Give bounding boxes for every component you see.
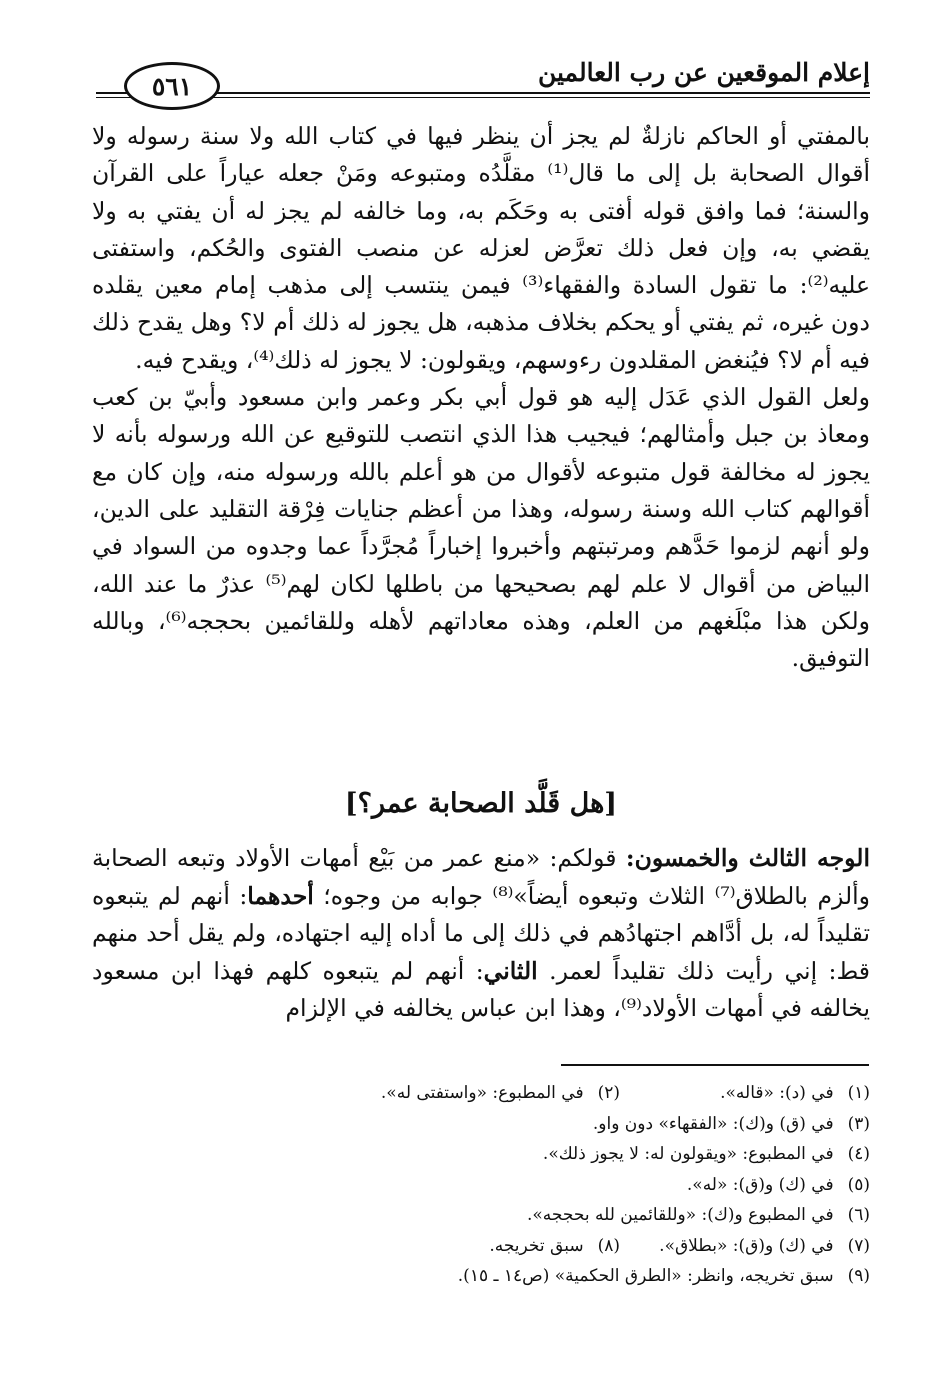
paragraph-3-text-c: : أنهم لم يتبعوه كلهم فهذا ابن مسعود يخالفه في أمهات الأولاد⁽⁹⁾، وهذا ابن عباس يخالفه في الإلزام (92, 956, 870, 1022)
paragraph-3-text-a: قولكم: «منع عمر من بَيْع أمهات الأولاد وتبعه الصحابة وألزم بالطلاق⁽⁷⁾ الثلاث وتبعوه أيضاً»⁽⁸⁾ جوابه من وجوه؛ (92, 844, 870, 910)
footnote-row (200, 1261, 870, 1292)
footnote-row (200, 1139, 870, 1170)
section-heading: [هل قَلَّد الصحابة عمر؟] (344, 788, 618, 819)
paragraph-2: ولعل القول الذي عَدَل إليه هو قول أبي بكر وعمر وابن مسعود وأبيّ بن كعب ومعاذ بن جبل وأمثالهم؛ فيجيب هذا الذي انتصب للتوقيع عن الله ورسوله بأنه لا يجوز له مخالفة قول متبوعه لأقوال من هو أعلم بالله ورسوله منه، وإن كان مع أقوالهم كتاب الله وسنة رسوله، وهذا من أعظم جنايات فِرْقة التقليد على الدين، ولو أنهم لزموا حَدَّهم ومرتبتهم وأخبروا إخباراً مُجرَّداً عما وجدوه من السواد في البياض من أقوال لا علم لهم بصحيحها من باطلها لكان لهم⁽⁵⁾ عذرٌ ما عند الله، ولكن هذا مبْلَغهم من العلم، وهذه معاداتهم لأهله وللقائمين بحججه⁽⁶⁾، وبالله التوفيق. (92, 383, 871, 673)
footnote-row (200, 1170, 870, 1201)
footnote-row (200, 1109, 870, 1140)
second-point-label: الثاني (483, 956, 538, 985)
footnote: (٩)سبق تخريجه، وانظر: «الطرق الحكمية» (ص١٤ ـ ١٥). (457, 1266, 870, 1286)
footnote: (٤)في المطبوع: «ويقولون له: لا يجوز ذلك». (542, 1144, 870, 1164)
footnote-row (200, 1078, 870, 1109)
footnote: (٣)في (ق) و(ك): «الفقهاء» دون واو. (592, 1113, 870, 1134)
footnote-row (200, 1231, 870, 1262)
footnote-row (200, 1200, 870, 1231)
paragraph-1: بالمفتي أو الحاكم نازلةٌ لم يجز أن ينظر فيها في كتاب الله ولا سنة رسوله ولا أقوال الصحابة بل إلى ما قال⁽¹⁾ مقلَّدُه ومتبوعه ومَنْ جعله عياراً على القرآن والسنة؛ فما وافق قوله أفتى به وحَكَم به، وما خالفه لم يجز له أن يفتي به ولا يقضي به، وإن فعل ذلك تعرَّض لعزله عن منصب الفتوى والحُكم، واستفتى عليه⁽²⁾: ما تقول السادة والفقهاء⁽³⁾ فيمن ينتسب إلى مذهب إمام معين يقلده دون غيره، ثم يفتي أو يحكم بخلاف مذهبه، هل يجوز له ذلك أم لا؟ وهل يقدح ذلك فيه أم لا؟ فيُنغض المقلدون رءوسهم، ويقولون: لا يجوز له ذلك⁽⁴⁾، ويقدح فيه. (92, 122, 870, 374)
paragraph-3-text-b: : أنهم لم يتبعوه تقليداً له، بل أدَّاهم اجتهادُهم في ذلك إلى ما أداه إليه اجتهاده، ولم يقل أحد منهم قط: إني رأيت ذلك تقليداً لعمر. (92, 881, 870, 985)
footnote-separator (561, 1064, 869, 1066)
footnote: (١)في (د): «قاله». (720, 1083, 870, 1103)
footnote: (٨)سبق تخريجه. (489, 1235, 620, 1256)
footnote: (٦)في المطبوع و(ك): «وللقائمين لله بحججه». (526, 1205, 870, 1225)
main-text (92, 118, 870, 677)
footnote: (٥)في (ك) و(ق): «له». (686, 1174, 870, 1195)
footnotes (200, 1078, 870, 1292)
page-header (96, 50, 870, 104)
footnote: (٧)في (ك) و(ق): «بطلاق». (659, 1235, 870, 1256)
running-title: إعلام الموقعين عن رب العالمين (537, 58, 870, 87)
footnote: (٢)في المطبوع: «واستفتى له». (380, 1083, 620, 1103)
paragraph-3 (92, 840, 870, 1028)
page-number: ٥٦١ (124, 62, 220, 110)
point-heading: الوجه الثالث والخمسون: (625, 844, 870, 872)
first-point-label: أحدهما (247, 881, 314, 910)
